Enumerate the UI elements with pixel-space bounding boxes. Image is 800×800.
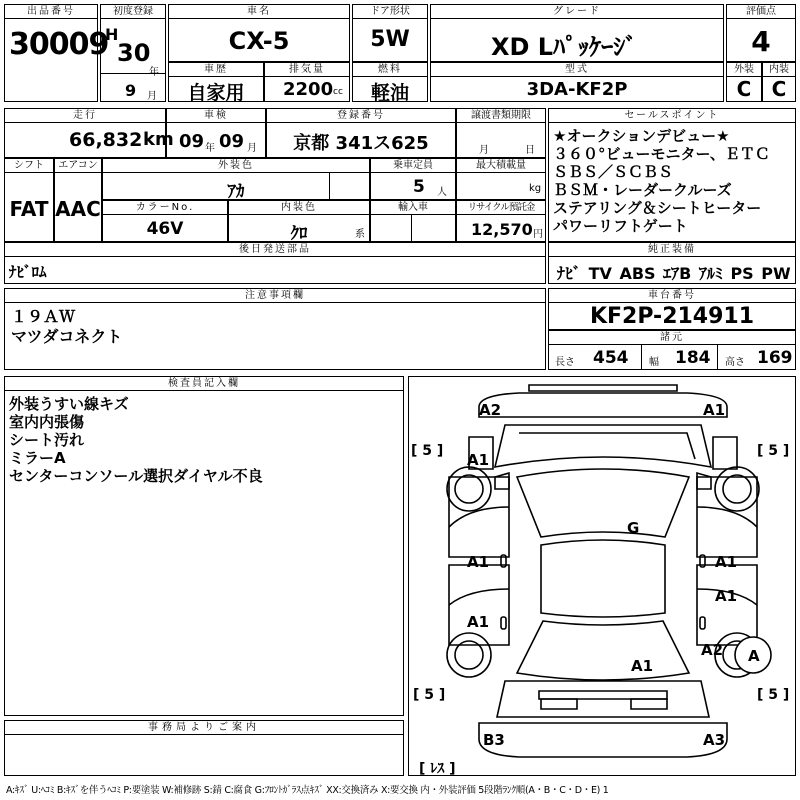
displacement-label: 排気量 xyxy=(265,63,349,77)
ext-color-label: 外装色 xyxy=(103,159,369,173)
max-load-unit: kg xyxy=(529,183,542,194)
inspector-label: 検査員記入欄 xyxy=(5,377,403,391)
damage-mark: A1 xyxy=(467,553,490,571)
sales-point-line: ステアリング＆シートヒーター xyxy=(553,199,762,217)
notes-list xyxy=(11,307,122,347)
damage-mark: A2 xyxy=(479,401,502,419)
grade-value: XD Lﾊﾟｯｹｰｼﾞ xyxy=(491,33,638,61)
mileage-value: 66,832 xyxy=(69,129,143,151)
int-grade-cell xyxy=(762,62,796,102)
dims-cell xyxy=(548,330,796,370)
sales-point-line: ３６０°ビューモニター、ＥＴＣ xyxy=(553,145,770,163)
shift-value: FAT xyxy=(9,197,49,221)
equipment-cell xyxy=(548,242,796,284)
shift-cell xyxy=(4,158,54,242)
lot-label: 出品番号 xyxy=(5,5,97,19)
car-diagram-frame xyxy=(408,376,796,776)
ext-grade-value: C xyxy=(736,77,752,101)
inspector-list xyxy=(9,395,263,485)
inspection-month-unit: 月 xyxy=(247,143,257,154)
sales-point-line: ★オークションデビュー★ xyxy=(553,127,730,145)
ext-color-cell xyxy=(102,158,370,200)
aircon-cell xyxy=(54,158,102,242)
int-color-cell xyxy=(228,200,370,242)
spare-tire: [ ﾚｽ ] xyxy=(419,761,456,777)
inspector-cell xyxy=(4,376,404,716)
later-parts-label: 後日発送部品 xyxy=(5,243,545,257)
damage-mark: G xyxy=(627,519,640,537)
shift-label: シフト xyxy=(5,159,53,173)
plate-value: 京都 341ス625 xyxy=(293,133,429,154)
displacement-unit: cc xyxy=(333,87,343,97)
first-reg-label: 初度登録 xyxy=(101,5,165,19)
transfer-month-unit: 月 xyxy=(479,145,489,156)
damage-mark: A1 xyxy=(715,587,738,605)
tire-depth: [ 5 ] xyxy=(757,443,790,459)
mileage-cell xyxy=(4,108,174,158)
displacement-value: 2200 xyxy=(283,79,334,100)
plate-cell xyxy=(266,108,456,158)
sales-point-line: パワーリフトゲート xyxy=(553,217,688,235)
chassis-value: KF2P-214911 xyxy=(589,304,755,329)
recycle-cell xyxy=(456,200,546,242)
grade-label: グレード xyxy=(431,5,723,19)
equipment-value: ﾅﾋﾞ TV ABS ｴｱB ｱﾙﾐ PS PW xyxy=(557,264,791,283)
mileage-unit: km xyxy=(143,129,174,150)
int-color-label: 内装色 xyxy=(229,201,369,215)
dims-length-label: 長さ xyxy=(555,357,575,368)
dims-label: 諸元 xyxy=(549,331,795,345)
car-name-value: CX-5 xyxy=(228,27,290,55)
chassis-label: 車台番号 xyxy=(549,289,795,303)
history-value: 自家用 xyxy=(187,82,245,104)
fuel-cell xyxy=(352,62,428,102)
aircon-label: エアコン xyxy=(55,159,101,173)
note-line: マツダコネクト xyxy=(11,327,123,346)
car-name-label: 車名 xyxy=(169,5,349,19)
transfer-day-unit: 日 xyxy=(525,145,535,156)
dims-width-label: 幅 xyxy=(649,357,659,368)
transfer-label: 譲渡書類期限 xyxy=(457,109,545,123)
office-label: 事務局よりご案内 xyxy=(5,721,403,735)
fuel-value: 軽油 xyxy=(370,82,409,104)
max-load-cell xyxy=(456,158,546,200)
damage-mark: A1 xyxy=(631,657,654,675)
grade-cell xyxy=(430,4,724,62)
inspection-year: 09 xyxy=(179,131,205,152)
int-color-unit: 系 xyxy=(355,229,365,240)
inspection-cell xyxy=(166,108,266,158)
dims-width: 184 xyxy=(675,348,711,368)
ext-grade-label: 外装 xyxy=(727,63,761,77)
transfer-cell xyxy=(456,108,546,158)
fuel-label: 燃料 xyxy=(353,63,427,77)
ext-color-value: ｱｶ xyxy=(227,182,245,202)
int-grade-label: 内装 xyxy=(763,63,795,77)
first-reg-year: 30 xyxy=(117,39,151,67)
recycle-value: 12,570 xyxy=(471,220,533,239)
notes-label: 注意事項欄 xyxy=(5,289,545,303)
car-diagram xyxy=(409,377,797,777)
displacement-cell xyxy=(264,62,350,102)
score-label: 評価点 xyxy=(727,5,795,19)
damage-mark: A1 xyxy=(467,451,490,469)
damage-mark: A1 xyxy=(703,401,726,419)
dims-height-label: 高さ xyxy=(725,357,745,368)
color-no-label: カラーNo. xyxy=(103,201,227,215)
office-cell xyxy=(4,720,404,776)
history-cell xyxy=(168,62,264,102)
first-reg-era: H xyxy=(105,25,119,44)
model-code-value: 3DA-KF2P xyxy=(526,79,628,100)
lot-cell xyxy=(4,4,109,102)
sales-points-list xyxy=(553,127,770,235)
tire-depth: [ 5 ] xyxy=(413,687,446,703)
inspection-label: 車検 xyxy=(167,109,265,123)
inspector-line: ミラーA xyxy=(9,449,66,467)
equipment-label: 純正装備 xyxy=(549,243,795,257)
mileage-label: 走行 xyxy=(5,109,165,123)
import-label: 輸入車 xyxy=(371,201,455,215)
history-label: 車歴 xyxy=(169,63,263,77)
later-parts-cell xyxy=(4,242,546,284)
damage-mark: B3 xyxy=(483,731,505,749)
damage-mark: A2 xyxy=(701,641,724,659)
max-load-label: 最大積載量 xyxy=(457,159,545,173)
inspector-line: 外装うすい線キズ xyxy=(9,395,129,413)
first-reg-month: 9 xyxy=(125,81,137,100)
door-value: 5W xyxy=(370,27,410,52)
damage-mark: A1 xyxy=(715,553,738,571)
door-label: ドア形状 xyxy=(353,5,427,19)
notes-cell xyxy=(4,288,546,370)
capacity-value: 5 xyxy=(413,177,425,197)
score-value: 4 xyxy=(751,25,771,58)
aircon-value: AAC xyxy=(55,197,101,221)
note-line: １９ＡＷ xyxy=(11,307,76,326)
inspector-line: シート汚れ xyxy=(9,431,85,449)
color-no-cell xyxy=(102,200,228,242)
chassis-cell xyxy=(548,288,796,330)
int-color-value: ｸﾛ xyxy=(290,224,308,244)
recycle-label: リサイクル預託金 xyxy=(457,201,545,215)
first-reg-month-unit: 月 xyxy=(147,91,157,102)
tire-depth: [ 5 ] xyxy=(757,687,790,703)
tire-depth: [ 5 ] xyxy=(411,443,444,459)
damage-mark: A xyxy=(748,647,760,665)
later-parts-value: ﾅﾋﾞﾛﾑ xyxy=(9,263,47,281)
model-code-cell xyxy=(430,62,724,102)
capacity-cell xyxy=(370,158,456,200)
color-no-value: 46V xyxy=(146,219,184,239)
ext-grade-cell xyxy=(726,62,762,102)
first-reg-year-unit: 年 xyxy=(149,67,159,78)
sales-point-line: ＳＢＳ／ＳＣＢＳ xyxy=(553,163,674,181)
inspection-month: 09 xyxy=(219,131,245,152)
capacity-unit: 人 xyxy=(437,187,447,198)
inspector-line: 室内内張傷 xyxy=(9,413,85,431)
plate-label: 登録番号 xyxy=(267,109,455,123)
damage-mark: A3 xyxy=(703,731,726,749)
first-reg-cell xyxy=(100,4,166,102)
lot-number: 30009 xyxy=(9,27,109,62)
int-grade-value: C xyxy=(771,77,787,101)
model-code-label: 型式 xyxy=(431,63,723,77)
capacity-label: 乗車定員 xyxy=(371,159,455,173)
sales-points-label: セールスポイント xyxy=(549,109,795,123)
recycle-unit: 円 xyxy=(533,229,543,240)
door-cell xyxy=(352,4,428,62)
score-cell xyxy=(726,4,796,62)
dims-length: 454 xyxy=(593,348,629,368)
inspection-year-unit: 年 xyxy=(205,143,215,154)
damage-mark: A1 xyxy=(467,613,490,631)
import-cell xyxy=(370,200,456,242)
inspector-line: センターコンソール選択ダイヤル不良 xyxy=(9,467,263,485)
legend: A:ｷｽﾞ U:ﾍｺﾐ B:ｷｽﾞを伴うﾍｺﾐ P:要塗装 W:補修跡 S:錆 C:腐食 G:ﾌﾛﾝﾄｶﾞﾗｽ点ｷｽﾞ XX:交換済み X:要交換 内・外装評価 5段階ﾗﾝｸ順(A・B・C・D・E) 1 xyxy=(6,785,609,796)
dims-height: 169 xyxy=(757,348,793,368)
sales-points-cell xyxy=(548,108,796,242)
car-name-cell xyxy=(168,4,350,62)
sales-point-line: ＢＳＭ・レーダークルーズ xyxy=(553,181,732,199)
